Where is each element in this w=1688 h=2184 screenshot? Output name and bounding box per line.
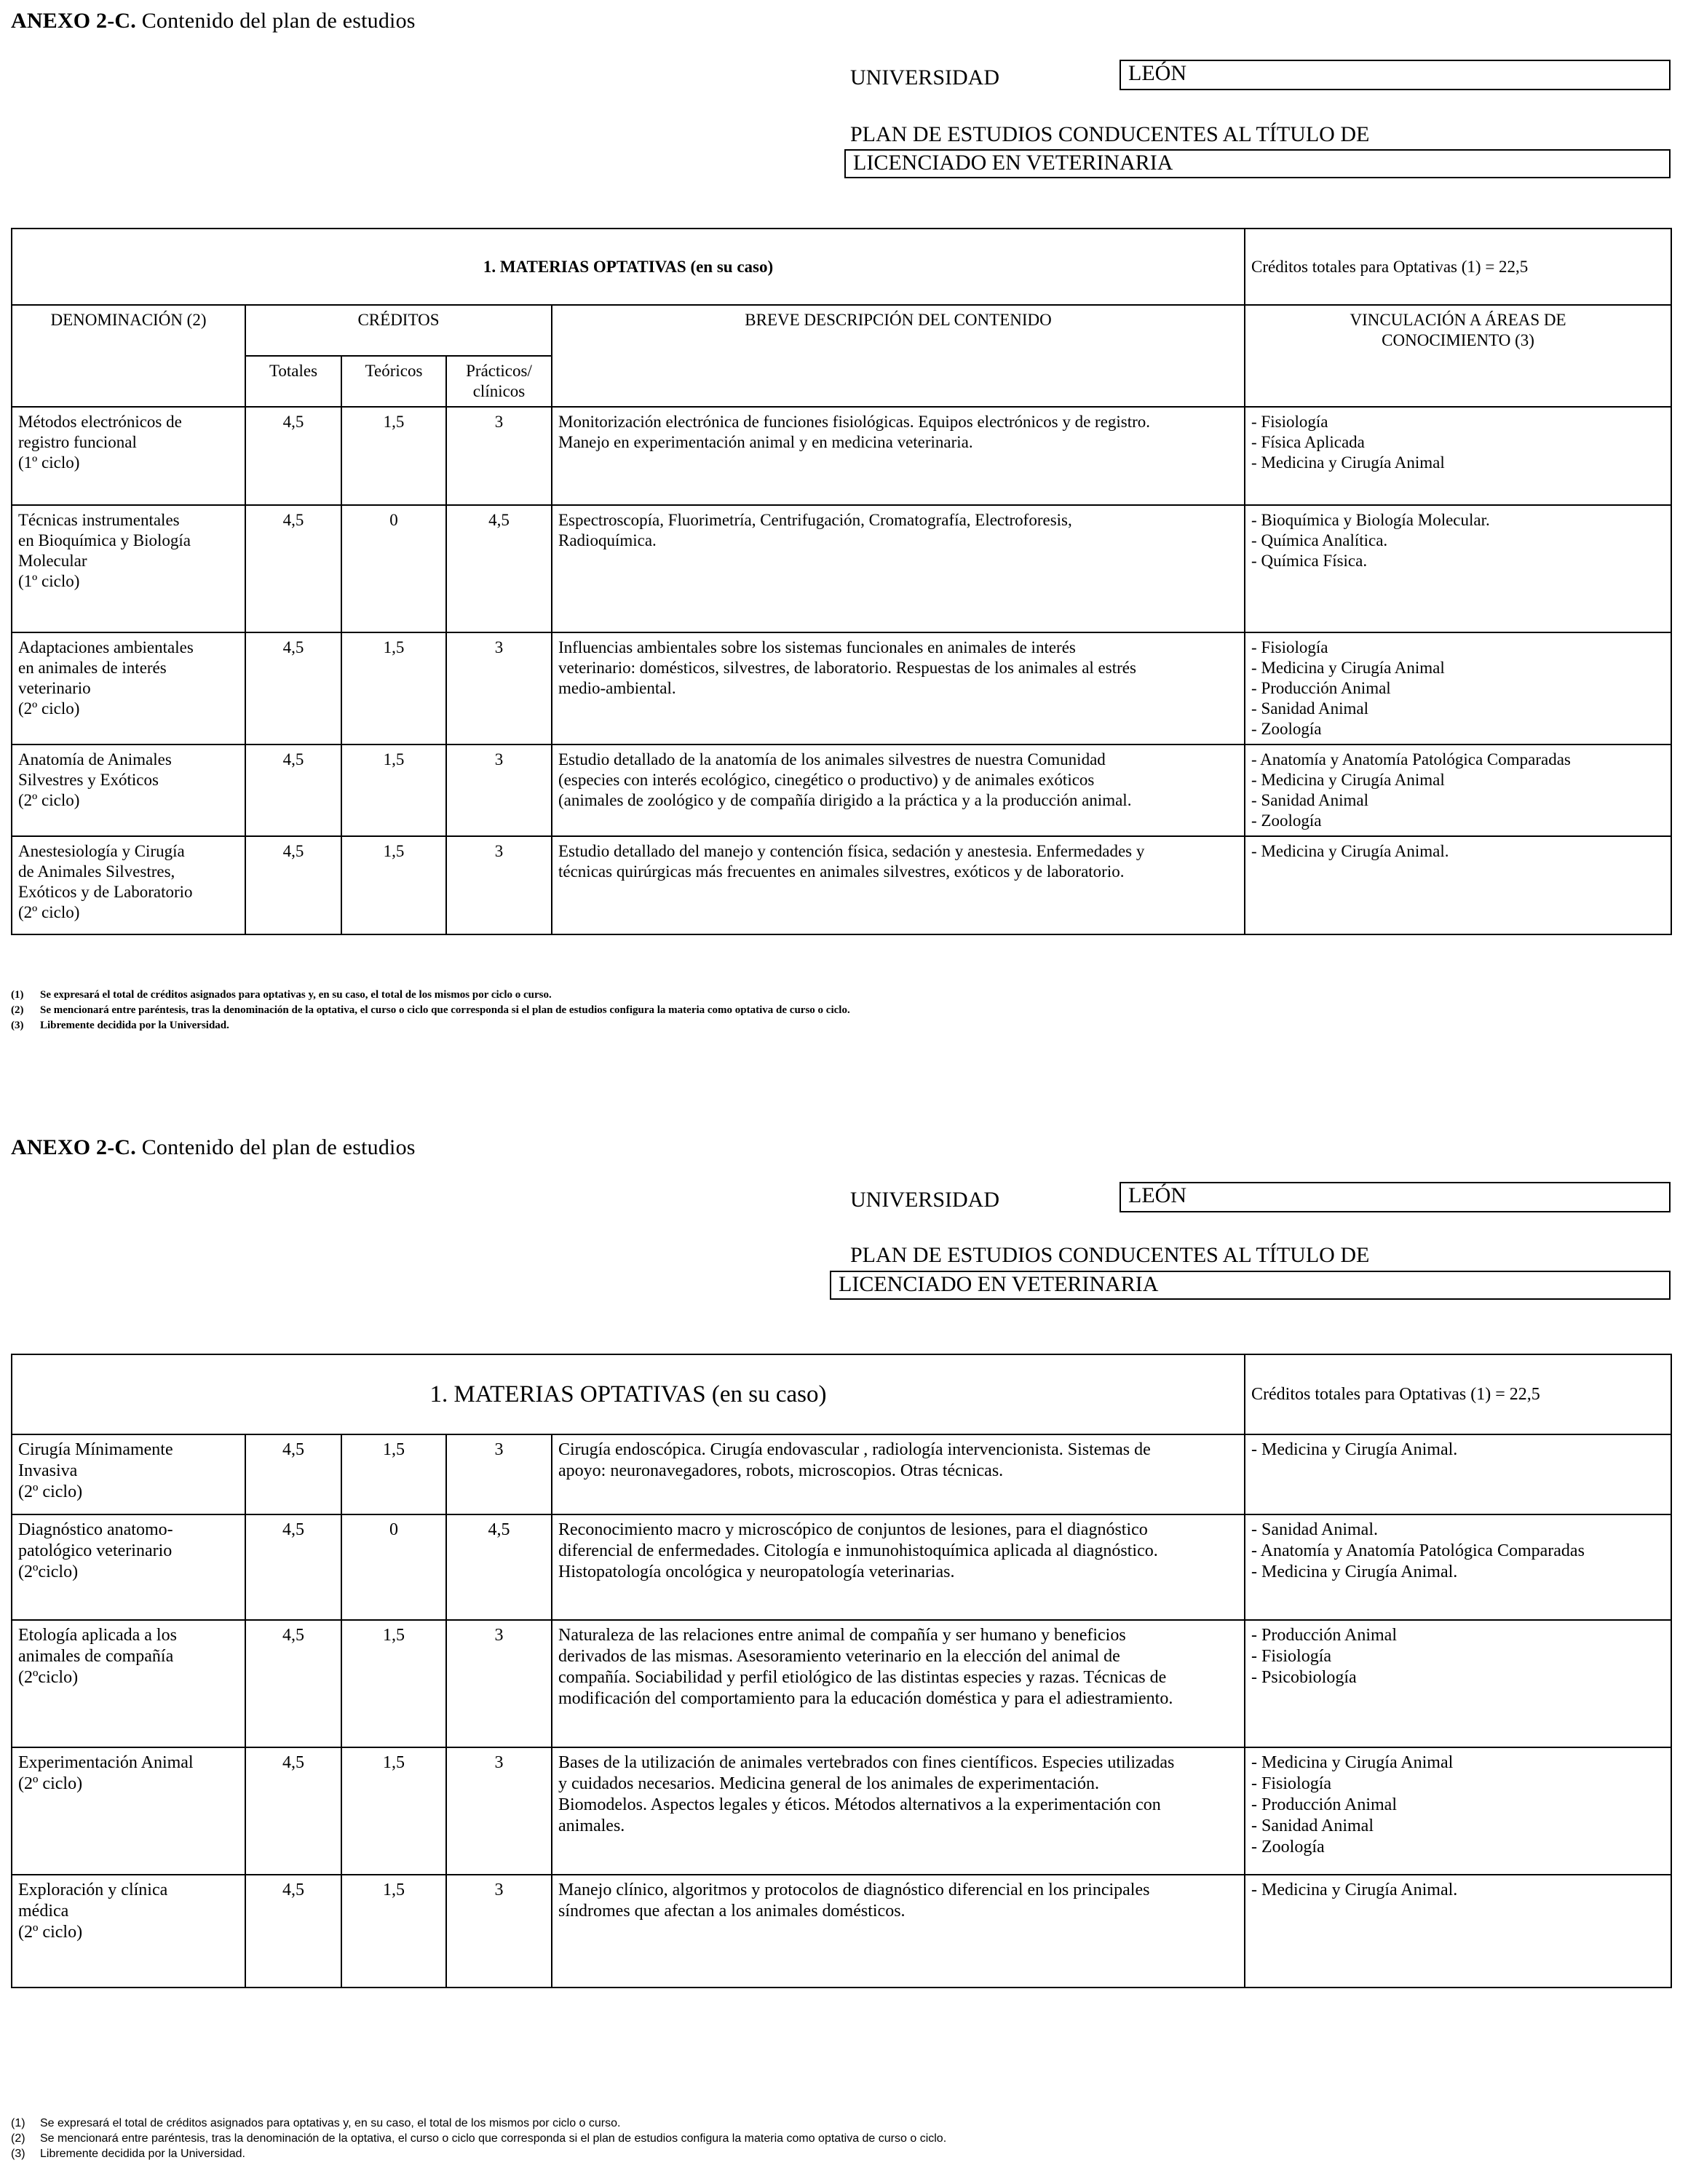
- knowledge-areas: - Producción Animal - Fisiología - Psicobiología: [1245, 1620, 1671, 1747]
- knowledge-areas: - Fisiología - Medicina y Cirugía Animal - Producción Animal - Sanidad Animal - Zoología: [1245, 632, 1671, 744]
- universidad-value-box: LEÓN: [1120, 1182, 1671, 1212]
- subject-description: Monitorización electrónica de funciones fisiológicas. Equipos electrónicos y de registro. Manejo en experimentación animal y en medicina veterinaria.: [552, 407, 1245, 505]
- universidad-label: UNIVERSIDAD: [850, 65, 999, 90]
- header-vinculacion-line-2: CONOCIMIENTO (3): [1382, 331, 1534, 349]
- subject-description: Espectroscopía, Fluorimetría, Centrifugación, Cromatografía, Electroforesis, Radioquímica.: [552, 505, 1245, 632]
- credits-totales: 4,5: [245, 407, 341, 505]
- total-credits: Créditos totales para Optativas (1) = 22,5: [1245, 1354, 1671, 1434]
- credits-totales: 4,5: [245, 1620, 341, 1747]
- knowledge-areas: - Bioquímica y Biología Molecular. - Química Analítica. - Química Física.: [1245, 505, 1671, 632]
- optativas-table: [11, 1354, 1672, 1988]
- credits-teoricos: 0: [341, 505, 446, 632]
- universidad-label: UNIVERSIDAD: [850, 1188, 999, 1212]
- credits-practicos: 3: [446, 1620, 552, 1747]
- table-row: [12, 744, 1671, 836]
- total-credits: Créditos totales para Optativas (1) = 22,5: [1245, 229, 1671, 305]
- header-practicos-line-1: Prácticos/: [466, 362, 532, 380]
- universidad-value-box: LEÓN: [1120, 60, 1671, 90]
- credits-totales: 4,5: [245, 1747, 341, 1875]
- credits-totales: 4,5: [245, 1434, 341, 1514]
- table-header-row: [12, 305, 1671, 356]
- table-row: [12, 632, 1671, 744]
- document-page-2: [0, 1121, 1688, 2184]
- footnote: (2) Se mencionará entre paréntesis, tras la denominación de la optativa, el curso o ciclo que corresponda si el plan de estudios configura la materia como optativa de curso o ciclo.: [11, 2132, 947, 2145]
- subject-description: Bases de la utilización de animales vertebrados con fines científicos. Especies utilizadas y cuidados necesarios. Medicina general de los animales de experimentación. Biomodelos. Aspectos legales y éticos. Métodos alternativos a la experimentación con animales.: [552, 1747, 1245, 1875]
- credits-teoricos: 0: [341, 1514, 446, 1620]
- knowledge-areas: - Sanidad Animal. - Anatomía y Anatomía Patológica Comparadas - Medicina y Cirugía Animal.: [1245, 1514, 1671, 1620]
- table-row: [12, 1747, 1671, 1875]
- subject-description: Reconocimiento macro y microscópico de conjuntos de lesiones, para el diagnóstico diferencial de enfermedades. Citología e inmunohistoquímica aplicada al diagnóstico. Histopatología oncológica y neuropatología veterinarias.: [552, 1514, 1245, 1620]
- titulo-box: LICENCIADO EN VETERINARIA: [830, 1271, 1671, 1300]
- table-row: [12, 407, 1671, 505]
- header-descripcion: BREVE DESCRIPCIÓN DEL CONTENIDO: [552, 305, 1245, 407]
- header-totales: Totales: [245, 356, 341, 407]
- credits-practicos: 4,5: [446, 1514, 552, 1620]
- header-vinculacion: [1245, 305, 1671, 407]
- footnote: (2) Se mencionará entre paréntesis, tras la denominación de la optativa, el curso o ciclo que corresponda si el plan de estudios configura la materia como optativa de curso o ciclo.: [11, 1004, 850, 1016]
- credits-practicos: 3: [446, 1875, 552, 1988]
- knowledge-areas: - Anatomía y Anatomía Patológica Comparadas - Medicina y Cirugía Animal - Sanidad Animal - Zoología: [1245, 744, 1671, 836]
- subject-name: Cirugía Mínimamente Invasiva (2º ciclo): [12, 1434, 245, 1514]
- credits-teoricos: 1,5: [341, 1747, 446, 1875]
- subject-name: Diagnóstico anatomo- patológico veterinario (2ºciclo): [12, 1514, 245, 1620]
- header-denominacion: DENOMINACIÓN (2): [12, 305, 245, 407]
- credits-totales: 4,5: [245, 744, 341, 836]
- knowledge-areas: - Medicina y Cirugía Animal.: [1245, 1434, 1671, 1514]
- table-title: 1. MATERIAS OPTATIVAS (en su caso): [12, 1354, 1245, 1434]
- credits-practicos: 3: [446, 744, 552, 836]
- credits-teoricos: 1,5: [341, 1875, 446, 1988]
- credits-practicos: 3: [446, 1434, 552, 1514]
- footnotes: [11, 2116, 946, 2161]
- subject-name: Experimentación Animal (2º ciclo): [12, 1747, 245, 1875]
- optativas-table: [11, 228, 1672, 935]
- header-practicos-line-2: clínicos: [472, 382, 526, 400]
- footnote: (1) Se expresará el total de créditos asignados para optativas y, en su caso, el total de los mismos por ciclo o curso.: [11, 2117, 621, 2129]
- subject-name: Técnicas instrumentales en Bioquímica y Biología Molecular (1º ciclo): [12, 505, 245, 632]
- footnote: (3) Libremente decidida por la Universidad.: [11, 2148, 245, 2160]
- table-row: [12, 505, 1671, 632]
- knowledge-areas: - Medicina y Cirugía Animal.: [1245, 1875, 1671, 1988]
- table-title: 1. MATERIAS OPTATIVAS (en su caso): [12, 229, 1245, 305]
- knowledge-areas: - Medicina y Cirugía Animal - Fisiología - Producción Animal - Sanidad Animal - Zoología: [1245, 1747, 1671, 1875]
- footnotes: [11, 988, 850, 1033]
- credits-totales: 4,5: [245, 632, 341, 744]
- table-row: [12, 1875, 1671, 1988]
- table-row: [12, 1514, 1671, 1620]
- footnote: (1) Se expresará el total de créditos asignados para optativas y, en su caso, el total de los mismos por ciclo o curso.: [11, 989, 552, 1001]
- credits-totales: 4,5: [245, 1514, 341, 1620]
- titulo-box: LICENCIADO EN VETERINARIA: [844, 149, 1671, 178]
- header-practicos: [446, 356, 552, 407]
- credits-practicos: 3: [446, 407, 552, 505]
- knowledge-areas: - Medicina y Cirugía Animal.: [1245, 836, 1671, 934]
- plan-estudios-line: PLAN DE ESTUDIOS CONDUCENTES AL TÍTULO DE: [850, 122, 1370, 146]
- subject-name: Métodos electrónicos de registro funcional (1º ciclo): [12, 407, 245, 505]
- credits-practicos: 3: [446, 1747, 552, 1875]
- footnote: (3) Libremente decidida por la Universidad.: [11, 1020, 229, 1031]
- credits-teoricos: 1,5: [341, 836, 446, 934]
- table-row: [12, 836, 1671, 934]
- table-title-row: [12, 229, 1671, 305]
- credits-teoricos: 1,5: [341, 744, 446, 836]
- subject-description: Influencias ambientales sobre los sistemas funcionales en animales de interés veterinario: domésticos, silvestres, de laboratorio. Respuestas de los animales al estrés medio-ambiental.: [552, 632, 1245, 744]
- table-row: [12, 1620, 1671, 1747]
- knowledge-areas: - Fisiología - Física Aplicada - Medicina y Cirugía Animal: [1245, 407, 1671, 505]
- anexo-heading: ANEXO 2-C. Contenido del plan de estudios: [11, 1135, 416, 1159]
- credits-teoricos: 1,5: [341, 632, 446, 744]
- subject-name: Exploración y clínica médica (2º ciclo): [12, 1875, 245, 1988]
- credits-totales: 4,5: [245, 836, 341, 934]
- header-teoricos: Teóricos: [341, 356, 446, 407]
- credits-practicos: 3: [446, 632, 552, 744]
- subject-name: Anestesiología y Cirugía de Animales Silvestres, Exóticos y de Laboratorio (2º ciclo): [12, 836, 245, 934]
- credits-teoricos: 1,5: [341, 407, 446, 505]
- subject-description: Naturaleza de las relaciones entre animal de compañía y ser humano y beneficios derivados de las mismas. Asesoramiento veterinario en la elección del animal de compañía. Sociabilidad y perfil etiológico de las distintas especies y razas. Técnicas de modificación del comportamiento para la educación doméstica y para el adiestramiento.: [552, 1620, 1245, 1747]
- credits-totales: 4,5: [245, 1875, 341, 1988]
- subject-description: Estudio detallado del manejo y contención física, sedación y anestesia. Enfermedades y técnicas quirúrgicas más frecuentes en animales silvestres, exóticos y de laboratorio.: [552, 836, 1245, 934]
- credits-teoricos: 1,5: [341, 1434, 446, 1514]
- subject-name: Adaptaciones ambientales en animales de interés veterinario (2º ciclo): [12, 632, 245, 744]
- header-creditos: CRÉDITOS: [245, 305, 552, 356]
- subject-name: Anatomía de Animales Silvestres y Exóticos (2º ciclo): [12, 744, 245, 836]
- anexo-heading: ANEXO 2-C. Contenido del plan de estudios: [11, 9, 416, 33]
- plan-estudios-line: PLAN DE ESTUDIOS CONDUCENTES AL TÍTULO DE: [850, 1243, 1370, 1267]
- header-vinculacion-line-1: VINCULACIÓN A ÁREAS DE: [1350, 311, 1566, 329]
- table-row: [12, 1434, 1671, 1514]
- credits-practicos: 3: [446, 836, 552, 934]
- credits-teoricos: 1,5: [341, 1620, 446, 1747]
- credits-practicos: 4,5: [446, 505, 552, 632]
- subject-description: Cirugía endoscópica. Cirugía endovascular , radiología intervencionista. Sistemas de apoyo: neuronavegadores, robots, microscopios. Otras técnicas.: [552, 1434, 1245, 1514]
- subject-description: Estudio detallado de la anatomía de los animales silvestres de nuestra Comunidad (especies con interés ecológico, cinegético o productivo) y de animales exóticos (animales de zoológico y de compañía dirigido a la práctica y a la producción animal.: [552, 744, 1245, 836]
- table-title-row: [12, 1354, 1671, 1434]
- subject-description: Manejo clínico, algoritmos y protocolos de diagnóstico diferencial en los principales síndromes que afectan a los animales domésticos.: [552, 1875, 1245, 1988]
- subject-name: Etología aplicada a los animales de compañía (2ºciclo): [12, 1620, 245, 1747]
- credits-totales: 4,5: [245, 505, 341, 632]
